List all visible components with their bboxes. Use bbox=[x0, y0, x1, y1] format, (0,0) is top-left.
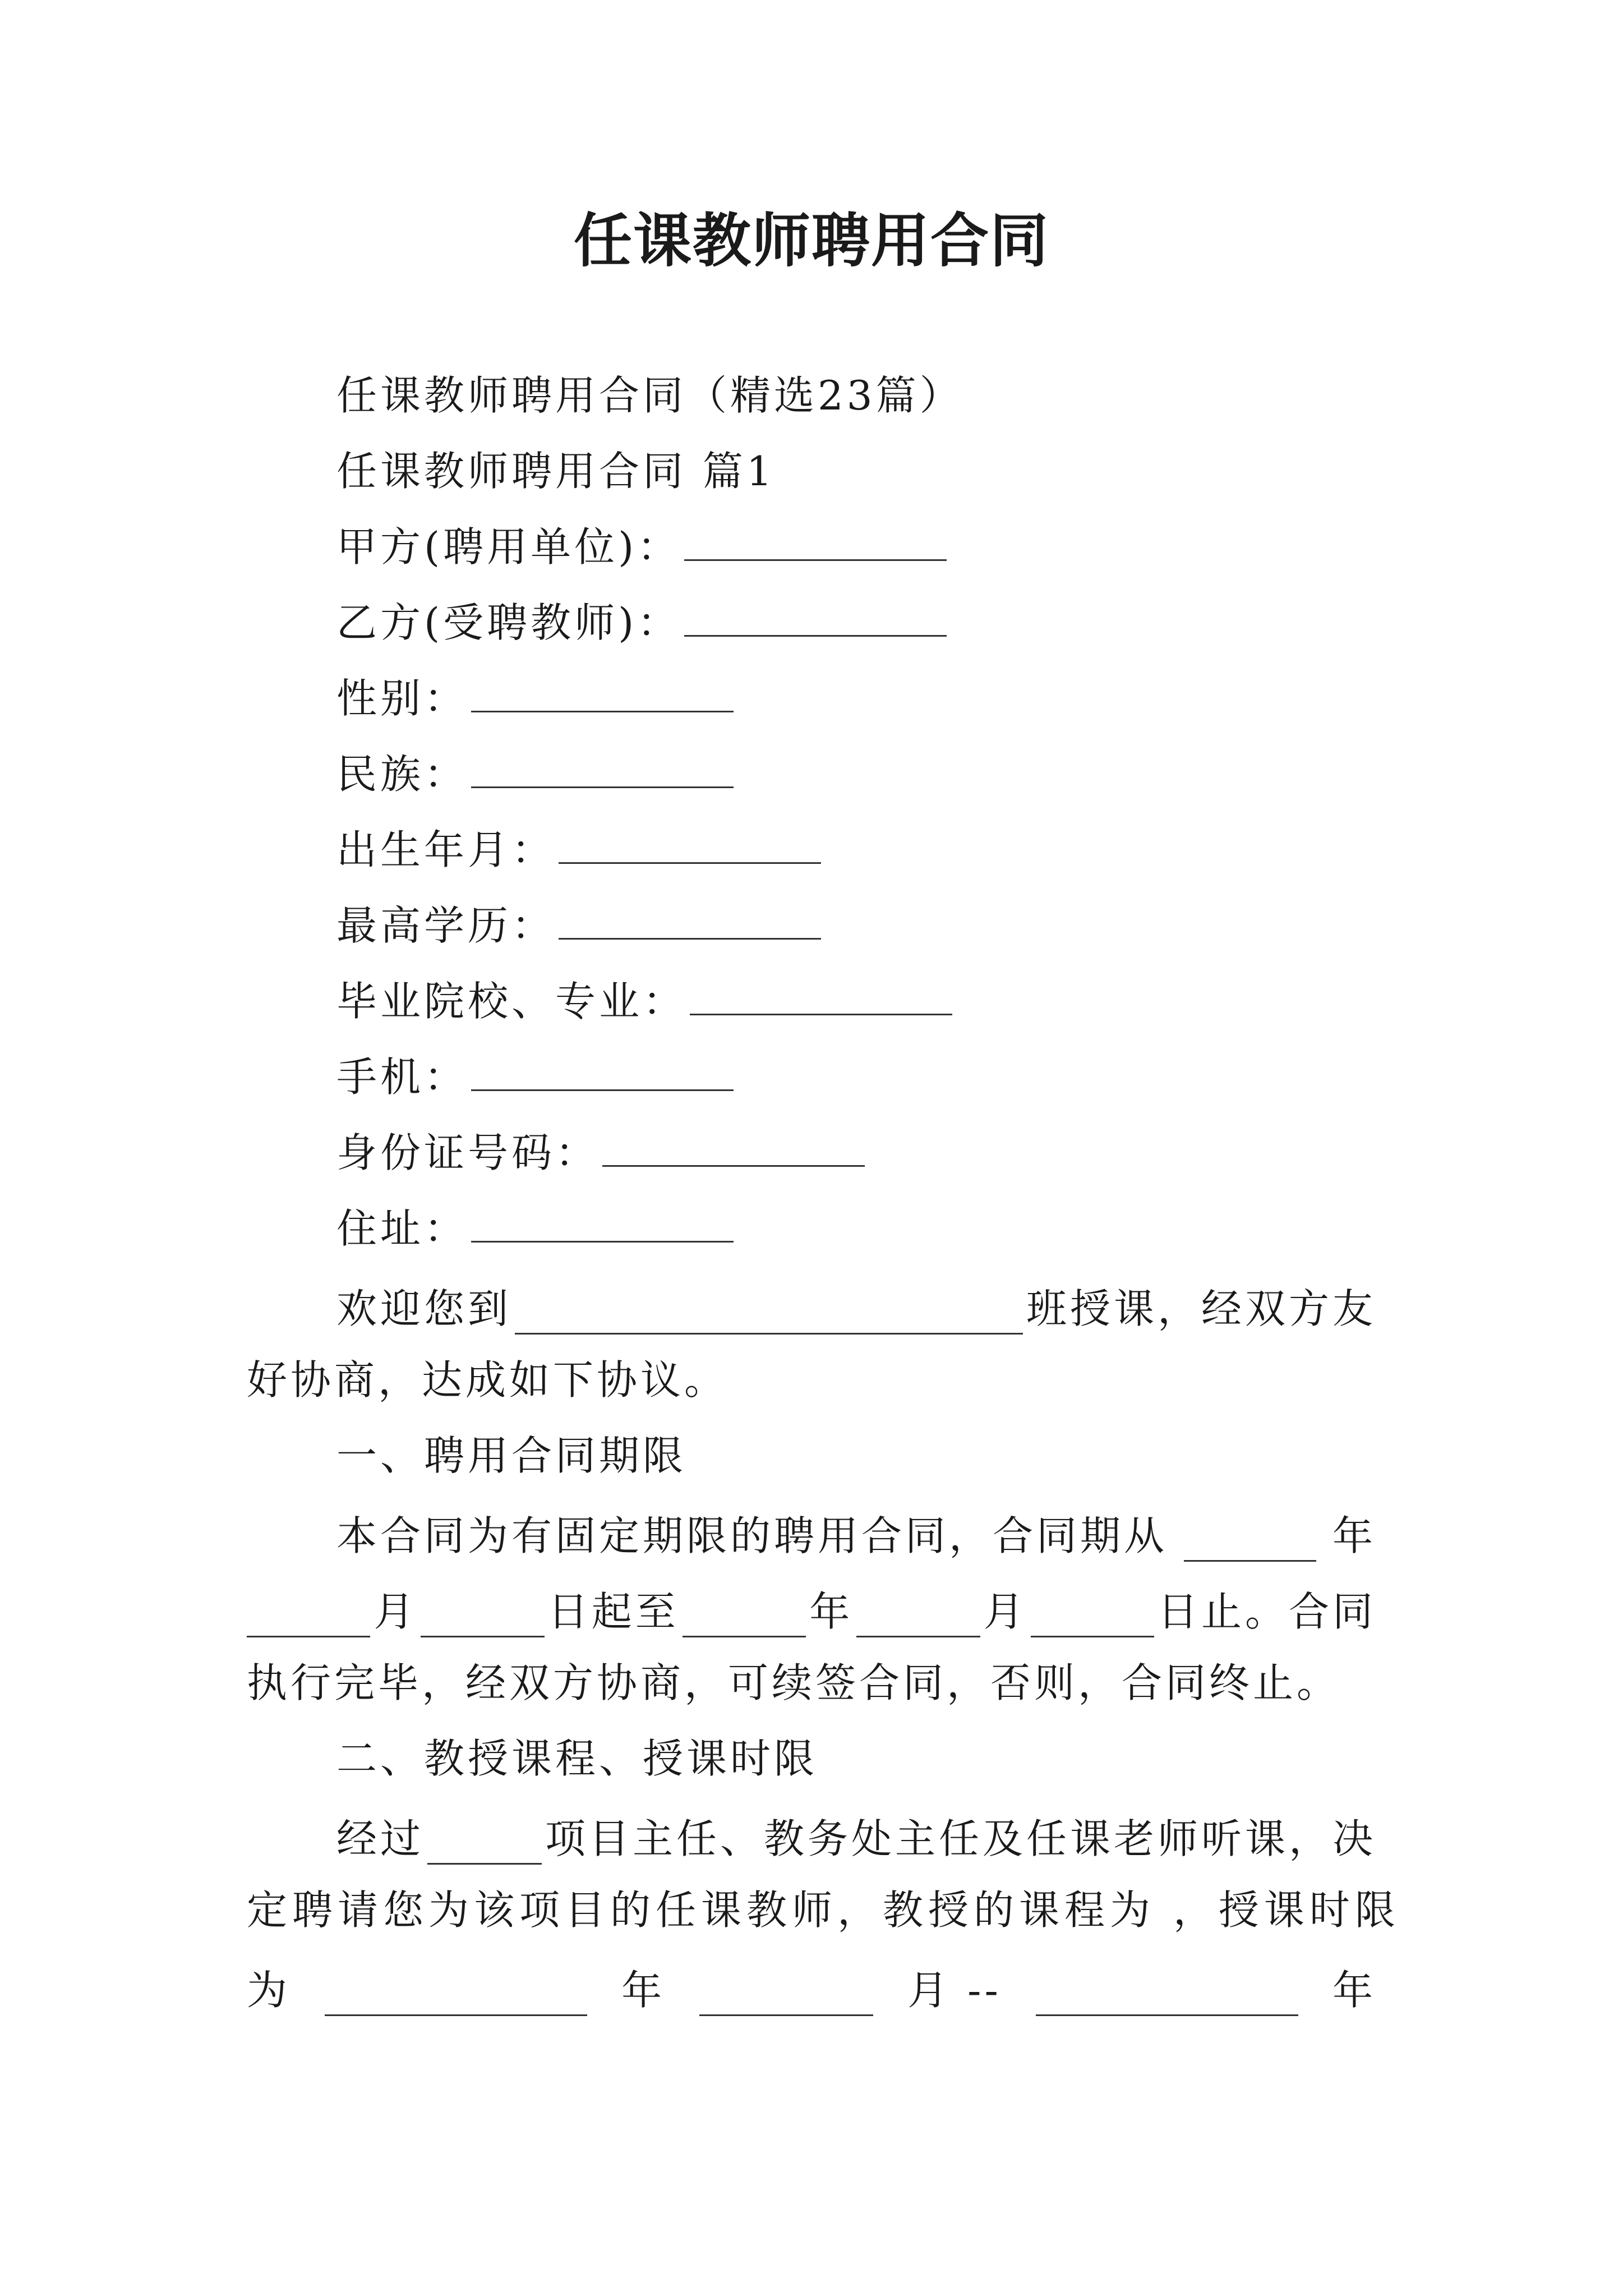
fill-blank bbox=[471, 1056, 734, 1091]
field-school-major bbox=[336, 973, 956, 1029]
fill-blank bbox=[471, 753, 734, 788]
section1-line-3: 执行完毕，经双方协商，可续签合同，否则，合同终止。 bbox=[247, 1659, 1341, 1706]
fill-blank bbox=[515, 1299, 1023, 1335]
section2-heading: 二、教授课程、授课时限 bbox=[336, 1735, 818, 1782]
fill-blank bbox=[690, 980, 952, 1015]
fill-blank bbox=[325, 1981, 587, 2016]
fill-blank bbox=[1031, 1602, 1154, 1637]
welcome-prefix: 欢迎您到 bbox=[336, 1285, 512, 1332]
fill-blank bbox=[427, 1829, 542, 1865]
field-ethnicity bbox=[336, 746, 737, 802]
field-label: 身份证号码： bbox=[336, 1129, 600, 1176]
welcome-suffix: 班授课，经双方友 bbox=[1026, 1285, 1376, 1332]
section2-text: 项目主任、教务处主任及任课老师听课，决 bbox=[545, 1815, 1376, 1862]
month-label: 月 bbox=[983, 1588, 1027, 1635]
field-label: 手机： bbox=[336, 1053, 468, 1101]
year-label: 年 bbox=[809, 1588, 854, 1635]
fill-blank bbox=[684, 601, 947, 637]
document-subtitle: 任课教师聘用合同（精选23篇） bbox=[336, 372, 963, 419]
section2-line-1 bbox=[336, 1806, 1376, 1865]
field-party-a bbox=[336, 519, 950, 575]
month-label: 月 bbox=[374, 1588, 418, 1635]
field-education bbox=[336, 898, 824, 954]
section-heading: 任课教师聘用合同 篇1 bbox=[336, 448, 776, 495]
section1-line-1 bbox=[336, 1503, 1376, 1562]
field-birth bbox=[336, 822, 824, 878]
field-id-number bbox=[336, 1125, 868, 1181]
field-gender bbox=[336, 670, 737, 726]
fill-blank bbox=[559, 829, 821, 864]
welcome-line-2: 好协商，达成如下协议。 bbox=[247, 1356, 728, 1404]
fill-blank bbox=[1184, 1526, 1316, 1562]
field-label: 出生年月： bbox=[336, 826, 556, 873]
fill-blank bbox=[602, 1131, 865, 1167]
year-label: 年 bbox=[1332, 1967, 1376, 2014]
field-label: 甲方(聘用单位)： bbox=[336, 523, 681, 570]
field-phone bbox=[336, 1049, 737, 1105]
year-label: 年 bbox=[1332, 1512, 1376, 1559]
fill-blank bbox=[421, 1602, 544, 1637]
month-label: 月 -- bbox=[907, 1967, 1002, 2014]
fill-blank bbox=[856, 1602, 980, 1637]
field-label: 民族： bbox=[336, 751, 468, 798]
document-title: 任课教师聘用合同 bbox=[573, 206, 1049, 275]
fill-blank bbox=[1036, 1981, 1298, 2016]
fill-blank bbox=[247, 1602, 370, 1637]
section2-text: 为 bbox=[247, 1967, 291, 2014]
day-end-label: 日止。合同 bbox=[1158, 1588, 1377, 1635]
field-label: 住址： bbox=[336, 1205, 468, 1252]
field-label: 最高学历： bbox=[336, 902, 556, 949]
fill-blank bbox=[699, 1981, 873, 2016]
field-party-b bbox=[336, 595, 950, 651]
section1-heading: 一、聘用合同期限 bbox=[336, 1432, 687, 1479]
welcome-line-1 bbox=[336, 1276, 1376, 1335]
fill-blank bbox=[471, 677, 734, 712]
section1-line-2 bbox=[247, 1579, 1376, 1637]
field-label: 性别： bbox=[336, 675, 468, 722]
field-label: 毕业院校、专业： bbox=[336, 978, 687, 1025]
section1-text: 本合同为有固定期限的聘用合同，合同期从 bbox=[336, 1512, 1168, 1559]
fill-blank bbox=[559, 904, 821, 940]
fill-blank bbox=[471, 1207, 734, 1243]
section2-text: 经过 bbox=[336, 1815, 425, 1862]
section2-line-2: 定聘请您为该项目的任课教师，教授的课程为 ，授课时限 bbox=[247, 1887, 1400, 1934]
fill-blank bbox=[683, 1602, 806, 1637]
field-label: 乙方(受聘教师)： bbox=[336, 599, 681, 646]
day-start-label: 日起至 bbox=[547, 1588, 679, 1635]
year-label: 年 bbox=[621, 1967, 666, 2014]
fill-blank bbox=[684, 526, 947, 561]
field-address bbox=[336, 1200, 737, 1257]
section2-line-3 bbox=[247, 1958, 1376, 2016]
